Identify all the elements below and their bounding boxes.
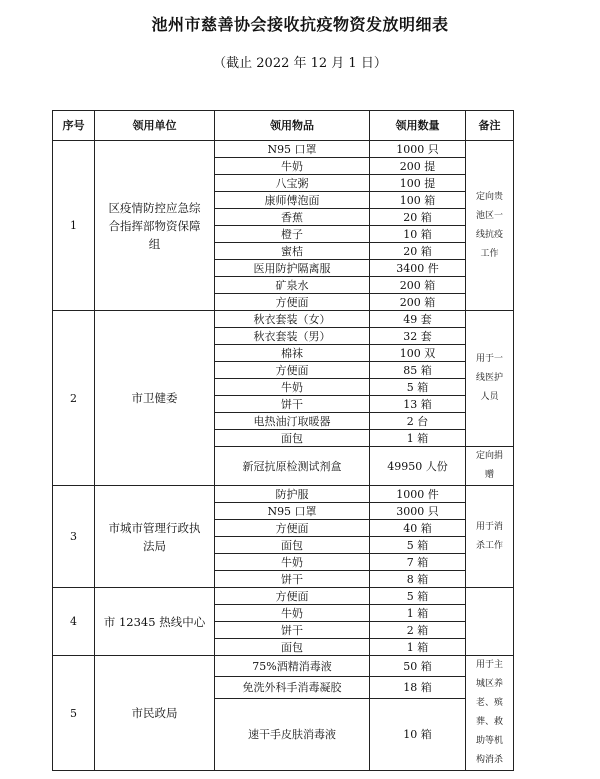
item-name: 方便面: [215, 362, 370, 379]
page-title: 池州市慈善协会接收抗疫物资发放明细表: [151, 15, 449, 34]
item-name: 秋衣套装（男）: [215, 328, 370, 345]
item-qty: 50 箱: [370, 656, 466, 677]
group-note: 用于一线医护人员: [466, 311, 514, 447]
table-row: [53, 141, 514, 158]
group-unit: 市 12345 热线中心: [95, 588, 215, 656]
item-name: 防护服: [215, 486, 370, 503]
item-name: 医用防护隔离服: [215, 260, 370, 277]
item-qty: 2 箱: [370, 622, 466, 639]
item-name: 电热油汀取暖器: [215, 413, 370, 430]
item-name: 新冠抗原检测试剂盒: [215, 447, 370, 486]
item-qty: 18 箱: [370, 677, 466, 698]
item-name: 香蕉: [215, 209, 370, 226]
item-qty: 1 箱: [370, 430, 466, 447]
item-qty: 49950 人份: [370, 447, 466, 486]
item-qty: 100 箱: [370, 192, 466, 209]
item-qty: 100 提: [370, 175, 466, 192]
item-name: 饼干: [215, 622, 370, 639]
group-note: 用于消杀工作: [466, 486, 514, 588]
distribution-table: [52, 110, 514, 771]
item-qty: 20 箱: [370, 243, 466, 260]
group-note: 用于主城区养老、殡葬、救助等机构消杀: [466, 656, 514, 771]
item-qty: 200 箱: [370, 294, 466, 311]
header-seq: 序号: [53, 111, 95, 141]
item-qty: 2 台: [370, 413, 466, 430]
table-row: [53, 486, 514, 503]
item-name: 八宝粥: [215, 175, 370, 192]
item-qty: 10 箱: [370, 226, 466, 243]
group-unit: 市民政局: [95, 656, 215, 771]
item-qty: 200 箱: [370, 277, 466, 294]
header-item: 领用物品: [215, 111, 370, 141]
group-unit: 市城市管理行政执法局: [95, 486, 215, 588]
item-name: 秋衣套装（女）: [215, 311, 370, 328]
item-name: 牛奶: [215, 605, 370, 622]
item-name: 面包: [215, 430, 370, 447]
item-name: 面包: [215, 639, 370, 656]
item-qty: 32 套: [370, 328, 466, 345]
item-name: 牛奶: [215, 554, 370, 571]
item-name: 速干手皮肤消毒液: [215, 698, 370, 770]
page-subtitle: （截止 2022 年 12 月 1 日）: [213, 56, 387, 71]
item-name: 牛奶: [215, 379, 370, 396]
item-qty: 10 箱: [370, 698, 466, 770]
item-qty: 49 套: [370, 311, 466, 328]
item-name: 75%酒精消毒液: [215, 656, 370, 677]
group-seq: 2: [53, 311, 95, 486]
item-name: N95 口罩: [215, 141, 370, 158]
item-name: 饼干: [215, 571, 370, 588]
item-qty: 3400 件: [370, 260, 466, 277]
group-unit: 市卫健委: [95, 311, 215, 486]
item-qty: 5 箱: [370, 588, 466, 605]
item-qty: 1 箱: [370, 605, 466, 622]
item-qty: 20 箱: [370, 209, 466, 226]
item-name: 免洗外科手消毒凝胶: [215, 677, 370, 698]
table-header-row: [53, 111, 514, 141]
item-name: 矿泉水: [215, 277, 370, 294]
table-row: [53, 588, 514, 605]
header-note: 备注: [466, 111, 514, 141]
group-seq: 1: [53, 141, 95, 311]
item-qty: 200 提: [370, 158, 466, 175]
table-row: [53, 311, 514, 328]
item-qty: 40 箱: [370, 520, 466, 537]
group-note: 定向贵池区一线抗疫工作: [466, 141, 514, 311]
item-name: 牛奶: [215, 158, 370, 175]
item-name: 棉袜: [215, 345, 370, 362]
group-seq: 5: [53, 656, 95, 771]
header-unit: 领用单位: [95, 111, 215, 141]
item-qty: 13 箱: [370, 396, 466, 413]
group-seq: 3: [53, 486, 95, 588]
item-name: 方便面: [215, 520, 370, 537]
item-qty: 3000 只: [370, 503, 466, 520]
group-seq: 4: [53, 588, 95, 656]
group-note: 定向捐赠: [466, 447, 514, 486]
item-qty: 100 双: [370, 345, 466, 362]
item-qty: 7 箱: [370, 554, 466, 571]
item-name: 方便面: [215, 294, 370, 311]
item-qty: 5 箱: [370, 379, 466, 396]
item-name: 康师傅泡面: [215, 192, 370, 209]
item-qty: 1000 件: [370, 486, 466, 503]
item-name: 橙子: [215, 226, 370, 243]
table-row: [53, 656, 514, 677]
item-qty: 8 箱: [370, 571, 466, 588]
item-qty: 1 箱: [370, 639, 466, 656]
item-qty: 85 箱: [370, 362, 466, 379]
item-name: 蜜桔: [215, 243, 370, 260]
item-name: 面包: [215, 537, 370, 554]
item-name: N95 口罩: [215, 503, 370, 520]
group-note: [466, 588, 514, 656]
item-name: 饼干: [215, 396, 370, 413]
item-qty: 5 箱: [370, 537, 466, 554]
item-qty: 1000 只: [370, 141, 466, 158]
group-unit: 区疫情防控应急综合指挥部物资保障组: [95, 141, 215, 311]
header-qty: 领用数量: [370, 111, 466, 141]
item-name: 方便面: [215, 588, 370, 605]
